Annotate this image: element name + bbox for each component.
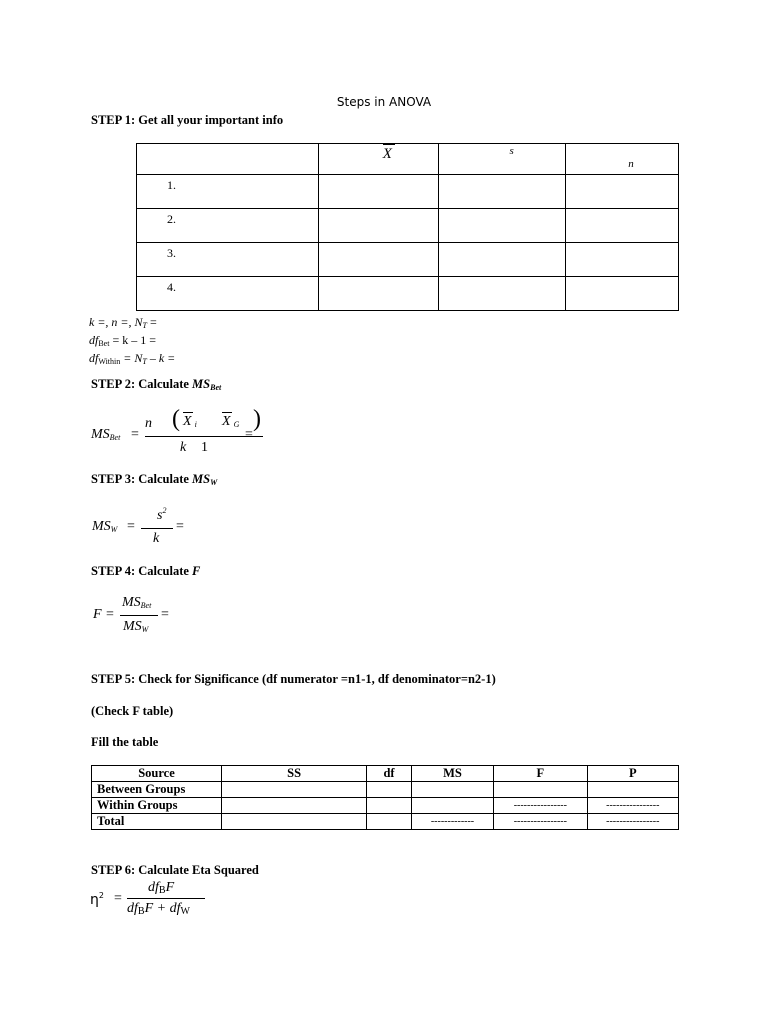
- cell: ----------------: [587, 814, 678, 830]
- cell[interactable]: [587, 782, 678, 798]
- cell[interactable]: [318, 277, 439, 311]
- formula2-lhs: $MS_{Bet}$: [91, 427, 121, 442]
- step1-heading: STEP 1: Get all your important info: [91, 113, 284, 127]
- anova-table: [91, 765, 679, 830]
- cell[interactable]: [439, 175, 566, 209]
- page-title: Steps in ANOVA: [336, 95, 432, 109]
- step3-heading: STEP 3: Calculate $MS_W$: [91, 472, 218, 487]
- step4-heading: STEP 4: Calculate F: [91, 564, 201, 578]
- fill-the-table: Fill the table: [91, 735, 159, 749]
- cell[interactable]: [318, 209, 439, 243]
- formula2-1: 1: [201, 440, 208, 455]
- table-row: 3.: [137, 243, 679, 277]
- cell[interactable]: [566, 175, 679, 209]
- formula3-num: $s^2$: [157, 506, 167, 523]
- cell[interactable]: [439, 209, 566, 243]
- cell[interactable]: [221, 814, 366, 830]
- step6-heading: STEP 6: Calculate Eta Squared: [91, 863, 259, 877]
- cell: -------------: [411, 814, 493, 830]
- formula3-eq2: =: [176, 519, 184, 534]
- cell[interactable]: [411, 798, 493, 814]
- cell[interactable]: [367, 782, 412, 798]
- formula4-lhs: F: [93, 607, 102, 622]
- cell[interactable]: [494, 782, 587, 798]
- xg-bar: [222, 412, 232, 413]
- table-row: 1.: [137, 175, 679, 209]
- cell[interactable]: [439, 277, 566, 311]
- cell: ----------------: [587, 798, 678, 814]
- formula6-eq: =: [114, 891, 122, 906]
- formula4-fraction-bar: [120, 615, 158, 616]
- xi-bar: [183, 412, 193, 413]
- cell: ----------------: [494, 814, 587, 830]
- formula2-k: k: [180, 440, 187, 455]
- cell[interactable]: [566, 209, 679, 243]
- table-row: Between Groups: [92, 782, 679, 798]
- formula4-eq2: =: [161, 607, 169, 622]
- formula2-eq1: =: [131, 427, 139, 442]
- info-line-2: $df_{Bet} = k - 1$ =: [89, 333, 156, 348]
- formula3-lhs: $MS_W$: [92, 519, 118, 534]
- formula3-eq1: =: [127, 519, 135, 534]
- info-table-header: [137, 144, 679, 175]
- info-table-header-n: n: [566, 144, 679, 175]
- formula6-den: $df_BF + df_W$: [127, 901, 190, 917]
- info-table-header-mean: [318, 144, 439, 175]
- formula6-lhs: $\eta^2$: [90, 891, 104, 908]
- table-row: Within Groups ---------------- ----------------: [92, 798, 679, 814]
- info-line-3: $df_{Within} = N_T - k$ =: [89, 351, 176, 366]
- table-row: 4.: [137, 277, 679, 311]
- formula4-num: $MS_{Bet}$: [122, 595, 152, 610]
- step2-heading: STEP 2: Calculate $MS_{Bet}$: [91, 377, 222, 392]
- cell: ----------------: [494, 798, 587, 814]
- cell[interactable]: [318, 243, 439, 277]
- formula2-rparen: ): [253, 406, 261, 432]
- cell[interactable]: [566, 277, 679, 311]
- cell[interactable]: [318, 175, 439, 209]
- cell[interactable]: [439, 243, 566, 277]
- formula2-lparen: (: [172, 406, 180, 432]
- formula4-den: $MS_W$: [123, 619, 149, 634]
- table-row: 2.: [137, 209, 679, 243]
- formula6-num: $df_BF$: [148, 880, 175, 896]
- cell[interactable]: [566, 243, 679, 277]
- cell[interactable]: [367, 814, 412, 830]
- formula4-eq1: =: [106, 607, 114, 622]
- step5-heading: STEP 5: Check for Significance (df numerator =n1-1, df denominator=n2-1): [91, 672, 496, 686]
- cell[interactable]: [221, 798, 366, 814]
- check-f-table: (Check F table): [91, 704, 174, 718]
- cell[interactable]: [221, 782, 366, 798]
- formula3-den: k: [153, 531, 160, 546]
- info-lines: [89, 315, 175, 369]
- info-line-1: k =, n =, $N_T$ =: [89, 315, 157, 330]
- formula2-xg: X $_G$: [222, 414, 240, 429]
- info-table: [136, 143, 679, 311]
- formula2-eq2: =: [245, 427, 253, 442]
- cell[interactable]: [367, 798, 412, 814]
- formula2-n: n: [145, 416, 152, 431]
- info-table-header-blank: [137, 144, 319, 175]
- info-table-header-sd: s: [439, 144, 566, 175]
- table-row: Total ------------- ---------------- ----------------: [92, 814, 679, 830]
- formula2-xi: X $_i$: [183, 414, 197, 429]
- formula3-fraction-bar: [141, 528, 173, 529]
- cell[interactable]: [411, 782, 493, 798]
- formula6-fraction-bar: [127, 898, 205, 899]
- mean-symbol: X: [382, 146, 392, 162]
- anova-table-header: Source SS df MS F P: [92, 766, 679, 782]
- mean-bar: [383, 144, 395, 145]
